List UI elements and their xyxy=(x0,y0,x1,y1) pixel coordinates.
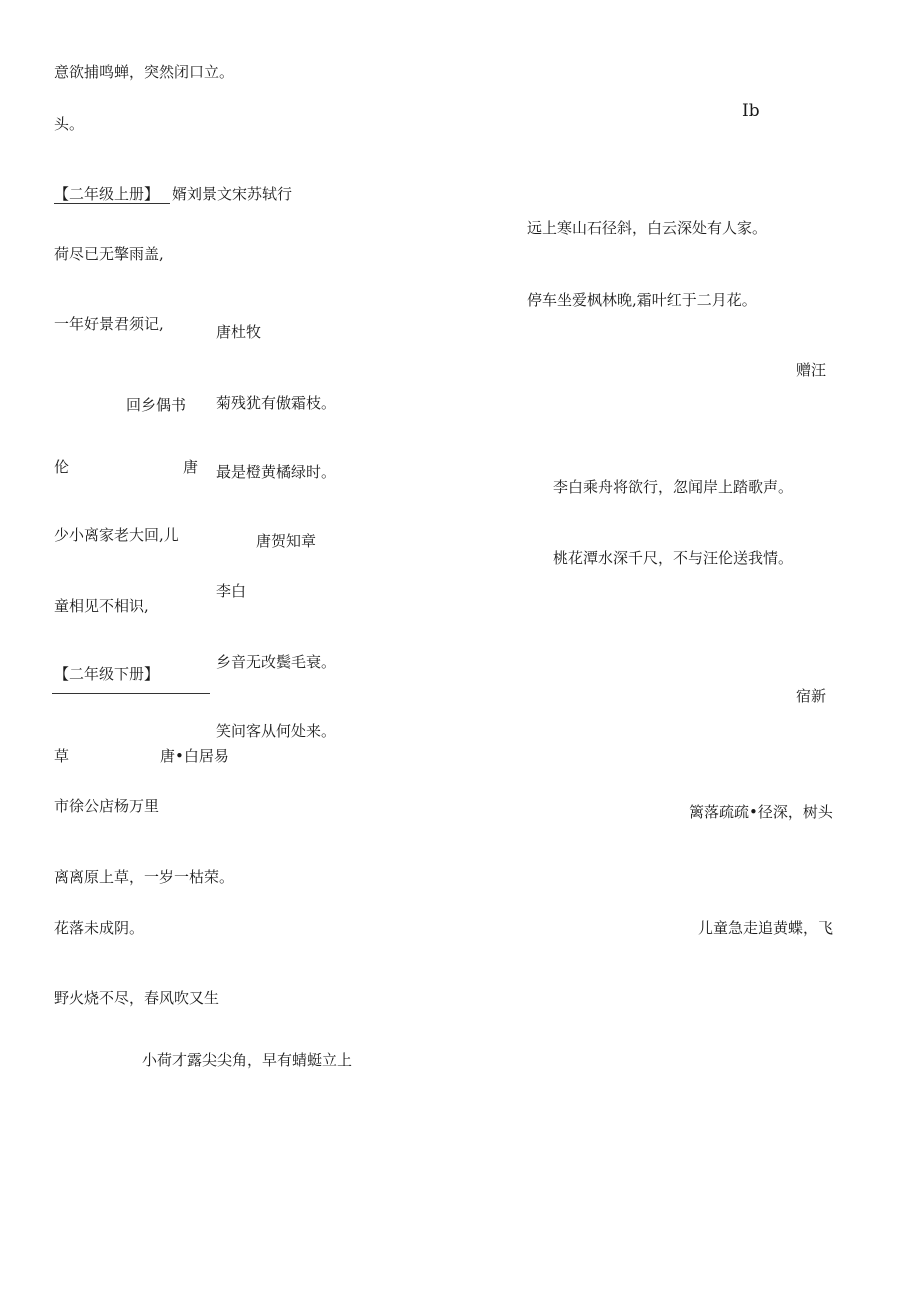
poem-title: 市徐公店杨万里 xyxy=(54,797,160,815)
poem-line: 最是橙黄橘绿时。 xyxy=(216,463,337,481)
section-heading-grade2-vol2: 【二年级下册】 xyxy=(54,665,160,683)
poem-author: 李白 xyxy=(216,582,247,600)
poem-line: 野火烧不尽，春风吹又生 xyxy=(54,989,220,1007)
poem-line: 桃花潭水深千尺，不与汪伦送我情。 xyxy=(553,549,794,567)
poem-line: 儿童急走追黄蝶，飞 xyxy=(698,919,834,937)
section-heading-grade2-vol1: 【二年级上册】 xyxy=(54,185,160,203)
poem-line: 乡音无改鬓毛衰。 xyxy=(216,653,337,671)
poem-author: 唐杜牧 xyxy=(216,323,262,341)
poem-title: 草 xyxy=(54,747,70,765)
poem-title: 婿刘景文宋苏轼行 xyxy=(172,185,293,203)
heading-underline xyxy=(54,203,170,204)
poem-author: 唐•白居易 xyxy=(160,747,229,765)
poem-line: 意欲捕鸣蝉，突然闭口立。 xyxy=(54,63,235,81)
poem-line: 一年好景君须记, xyxy=(54,315,164,333)
poem-line: 少小离家老大回,儿 xyxy=(54,526,179,544)
poem-line: 小荷才露尖尖角，早有蜻蜓立上 xyxy=(142,1051,353,1069)
heading-underline xyxy=(52,693,210,694)
poem-line: 童相见不相识, xyxy=(54,597,149,615)
poem-line: 篱落疏疏•径深，树头 xyxy=(689,803,833,821)
poem-line: 花落未成阴。 xyxy=(54,919,145,937)
poem-line: 笑问客从何处来。 xyxy=(216,722,337,740)
poem-line: 停车坐爱枫林晚,霜叶红于二月花。 xyxy=(527,291,757,309)
poem-line: 头。 xyxy=(54,115,85,133)
poem-line: 李白乘舟将欲行，忽闻岸上踏歌声。 xyxy=(553,478,794,496)
poem-line: 远上寒山石径斜，白云深处有人家。 xyxy=(527,219,768,237)
poem-line: 荷尽已无擎雨盖, xyxy=(54,245,164,263)
poem-title: 回乡偶书 xyxy=(126,396,187,414)
poem-author: 唐贺知章 xyxy=(256,532,317,550)
poem-title: 赠汪 xyxy=(796,361,827,379)
poem-author: 唐 xyxy=(183,458,199,476)
poem-line: 离离原上草，一岁一枯荣。 xyxy=(54,868,235,886)
stray-text: Ib xyxy=(742,101,760,121)
poem-line: 菊残犹有傲霜枝。 xyxy=(216,394,337,412)
poem-title: 宿新 xyxy=(796,687,827,705)
poem-title: 伦 xyxy=(54,458,70,476)
